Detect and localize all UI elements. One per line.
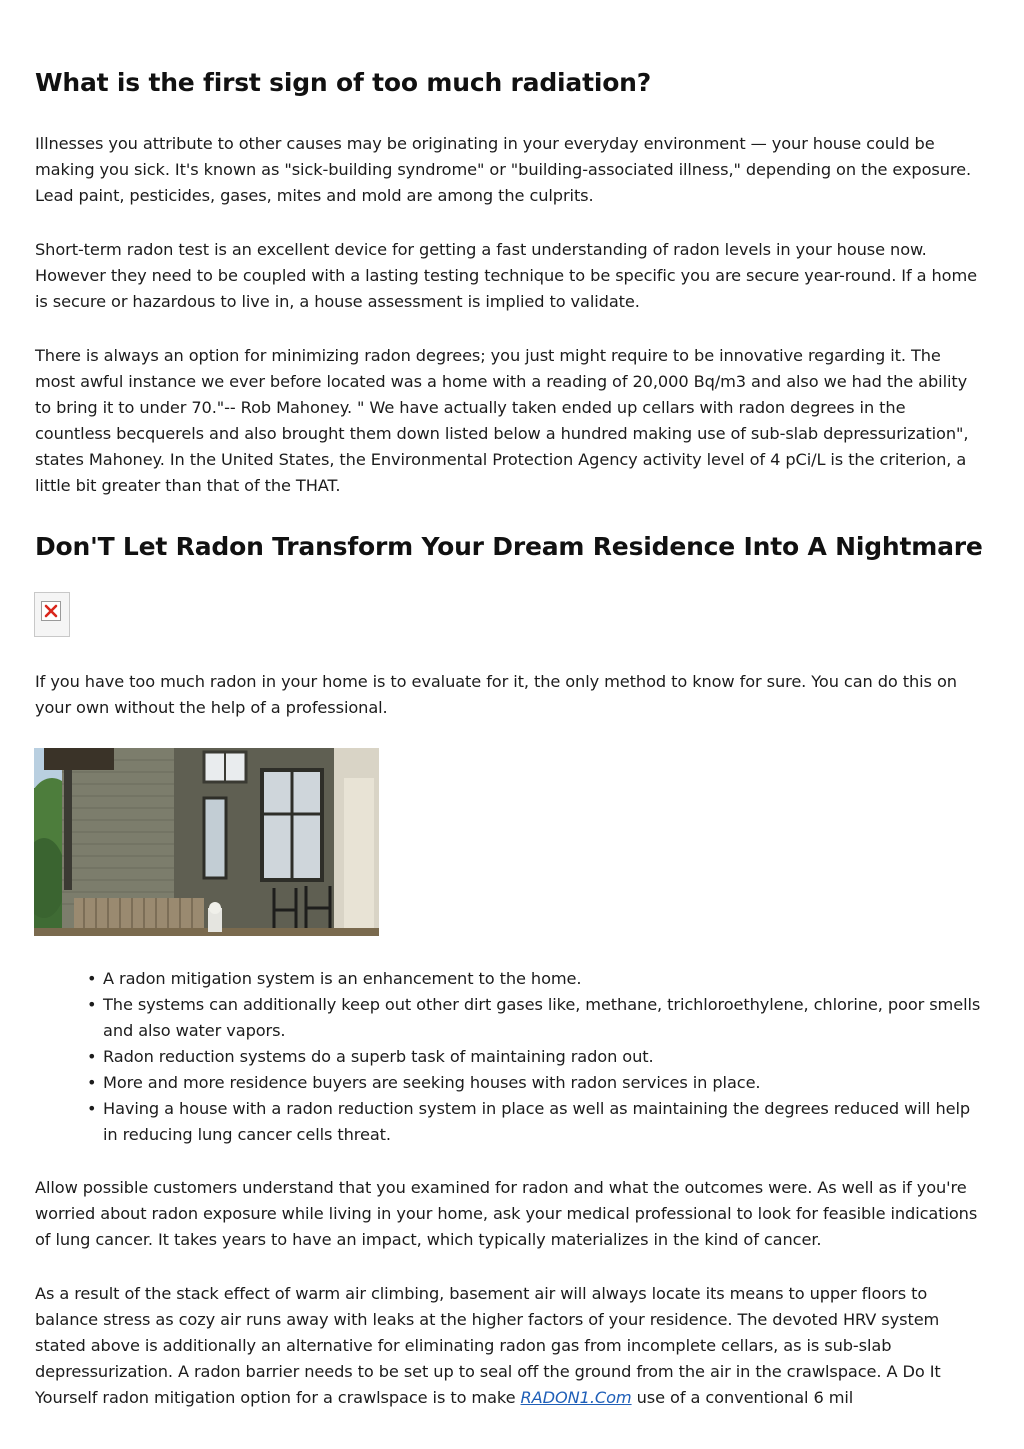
page-title: What is the first sign of too much radiation? xyxy=(35,68,652,97)
paragraph-stack-effect xyxy=(35,1281,985,1411)
paragraph-short-term-test xyxy=(35,237,985,315)
close-x-icon xyxy=(42,602,60,620)
section-heading: Don'T Let Radon Transform Your Dream Residence Into A Nightmare xyxy=(35,532,983,561)
house-photo xyxy=(34,748,379,936)
paragraph-text: If you have too much radon in your home is to evaluate for it, the only method to know for sure. You can do this on your own without the help of a professional. xyxy=(35,672,957,717)
paragraph-evaluate xyxy=(35,669,985,721)
paragraph-text: Short-term radon test is an excellent device for getting a fast understanding of radon levels in your house now. However they need to be coupled with a lasting testing technique to be specific you are secure year-round. If a home is secure or hazardous to live in, a house assessment is implied to validate. xyxy=(35,240,977,311)
radon1-link[interactable]: RADON1.Com xyxy=(520,1388,632,1407)
list-item: • More and more residence buyers are seeking houses with radon services in place. xyxy=(103,1070,983,1096)
bullet-list xyxy=(85,966,983,1148)
broken-image-frame xyxy=(41,601,61,621)
paragraph-text: Allow possible customers understand that you examined for radon and what the outcomes were. As well as if you're worried about radon exposure while living in your home, ask your medical professional to look for feasible indications of lung cancer. It takes years to have an impact, which typically materializes in the kind of cancer. xyxy=(35,1178,978,1249)
paragraph-text-before-link: As a result of the stack effect of warm air climbing, basement air will always locate its means to upper floors to balance stress as cozy air runs away with leaks at the higher factors of your residence. The devoted HRV system stated above is additionally an alternative for eliminating radon gas from incomplete cellars, as is sub-slab depressurization. A radon barrier needs to be set up to seal off the ground from the air in the crawlspace. A Do It Yourself radon mitigation option for a crawlspace is to make xyxy=(35,1284,941,1407)
list-item: • A radon mitigation system is an enhancement to the home. xyxy=(103,966,983,992)
list-item: • Radon reduction systems do a superb task of maintaining radon out. xyxy=(103,1044,983,1070)
house-photo-illustration xyxy=(34,748,379,936)
paragraph-minimizing-radon xyxy=(35,343,985,499)
paragraph-text: There is always an option for minimizing radon degrees; you just might require to be innovative regarding it. The most awful instance we ever before located was a home with a reading of 20,000 Bq/m3 and also we had the ability to bring it to under 70."-- Rob Mahoney. " We have actually taken ended up cellars with radon degrees in the countless becquerels and also brought them down listed below a hundred making use of sub-slab depressurization", states Mahoney. In the United States, the Environmental Protection Agency activity level of 4 pCi/L is the criterion, a little bit greater than that of the THAT. xyxy=(35,346,969,495)
paragraph-text: Illnesses you attribute to other causes may be originating in your everyday environment — your house could be making you sick. It's known as "sick-building syndrome" or "building-associated illness," depending on the exposure. Lead paint, pesticides, gases, mites and mold are among the culprits. xyxy=(35,134,972,205)
list-item: • The systems can additionally keep out other dirt gases like, methane, trichloroethylene, chlorine, poor smells and also water vapors. xyxy=(103,992,983,1044)
paragraph-text xyxy=(35,1281,985,1411)
broken-image-icon xyxy=(34,592,70,637)
list-item: • Having a house with a radon reduction system in place as well as maintaining the degrees reduced will help in reducing lung cancer cells threat. xyxy=(103,1096,983,1148)
paragraph-intro xyxy=(35,131,985,209)
paragraph-customers xyxy=(35,1175,985,1253)
paragraph-text-after-link: use of a conventional 6 mil xyxy=(631,1388,854,1407)
